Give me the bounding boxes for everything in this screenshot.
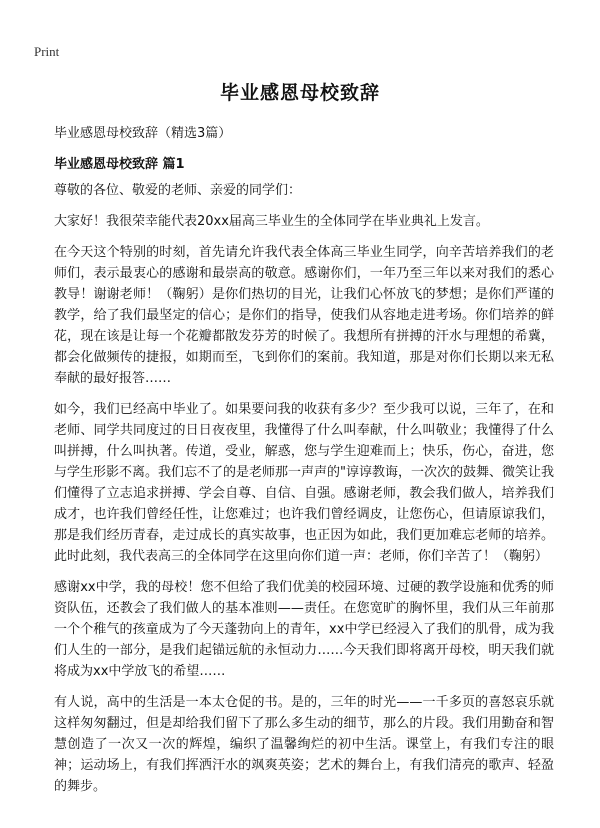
paragraph: 感谢xx中学，我的母校！您不但给了我们优美的校园环境、过硬的教学设施和优秀的师资队伍，还教会了我们做人的基本准则——责任。在您宽旷的胸怀里，我们从三年前那一个个稚气的孩童成为了今天蓬勃向上的青年，xx中学已经浸入了我们的肌骨，成为我们人生的一部分，是我们起锚远航的永恒动力……今天我们即将离开母校，明天我们就将成为xx中学放飞的希望…… — [54, 580, 554, 679]
print-label[interactable]: Print — [34, 44, 60, 59]
document-subtitle: 毕业感恩母校致辞（精选3篇） — [54, 126, 232, 141]
paragraph: 尊敬的各位、敬爱的老师、亲爱的同学们： — [54, 183, 302, 198]
document-body — [54, 180, 554, 807]
section-title: 毕业感恩母校致辞 篇1 — [54, 157, 185, 172]
document-title: 毕业感恩母校致辞 — [219, 82, 380, 104]
paragraph: 大家好！我很荣幸能代表20xx届高三毕业生的全体同学在毕业典礼上发言。 — [54, 214, 489, 229]
paragraph: 在今天这个特别的时刻，首先请允许我代表全体高三毕业生同学，向辛苦培养我们的老师们，表示最衷心的感谢和最崇高的敬意。感谢你们，一年乃至三年以来对我们的悉心教导！谢谢老师！（鞠躬）是你们热切的目光，让我们心怀放飞的梦想；是你们严谨的教学，给了我们最坚定的信心；是你们的指导，使我们从容地走进考场。你们培养的鲜花，现在该是让每一个花瓣都散发芬芳的时候了。我想所有拼搏的汗水与理想的希冀，都会化做频传的捷报，如期而至，飞到你们的案前。我知道，那是对你们长期以来无私奉献的最好报答…… — [54, 245, 554, 386]
paragraph: 有人说，高中的生活是一本太仓促的书。是的，三年的时光——一千多页的喜怒哀乐就这样匆匆翻过，但是却给我们留下了那么多生动的细节，那么的片段。我们用勤奋和智慧创造了一次又一次的辉煌，编织了温馨绚烂的初中生活。课堂上，有我们专注的眼神；运动场上，有我们挥洒汗水的飒爽英姿；艺术的舞台上，有我们清亮的歌声、轻盈的舞步。 — [54, 695, 554, 794]
paragraph: 如今，我们已经高中毕业了。如果要问我的收获有多少？至少我可以说，三年了，在和老师、同学共同度过的日日夜夜里，我懂得了什么叫奉献，什么叫敬业；我懂得了什么叫拼搏，什么叫执著。传道，受业，解惑，您与学生迎难而上；快乐，伤心，奋进，您与学生形影不离。我们忘不了的是老师那一声声的"谆谆教诲，一次次的鼓舞、微笑让我们懂得了立志追求拼搏、学会自尊、自信、自强。感谢老师，教会我们做人，培养我们成才，也许我们曾经任性，让您难过；也许我们曾经调皮，让您伤心，但请原谅我们，那是我们经历青春，走过成长的真实故事，也正因为如此，我们更加难忘老师的培养。此时此刻，我代表高三的全体同学在这里向你们道一声：老师，你们辛苦了！（鞠躬） — [54, 402, 554, 564]
